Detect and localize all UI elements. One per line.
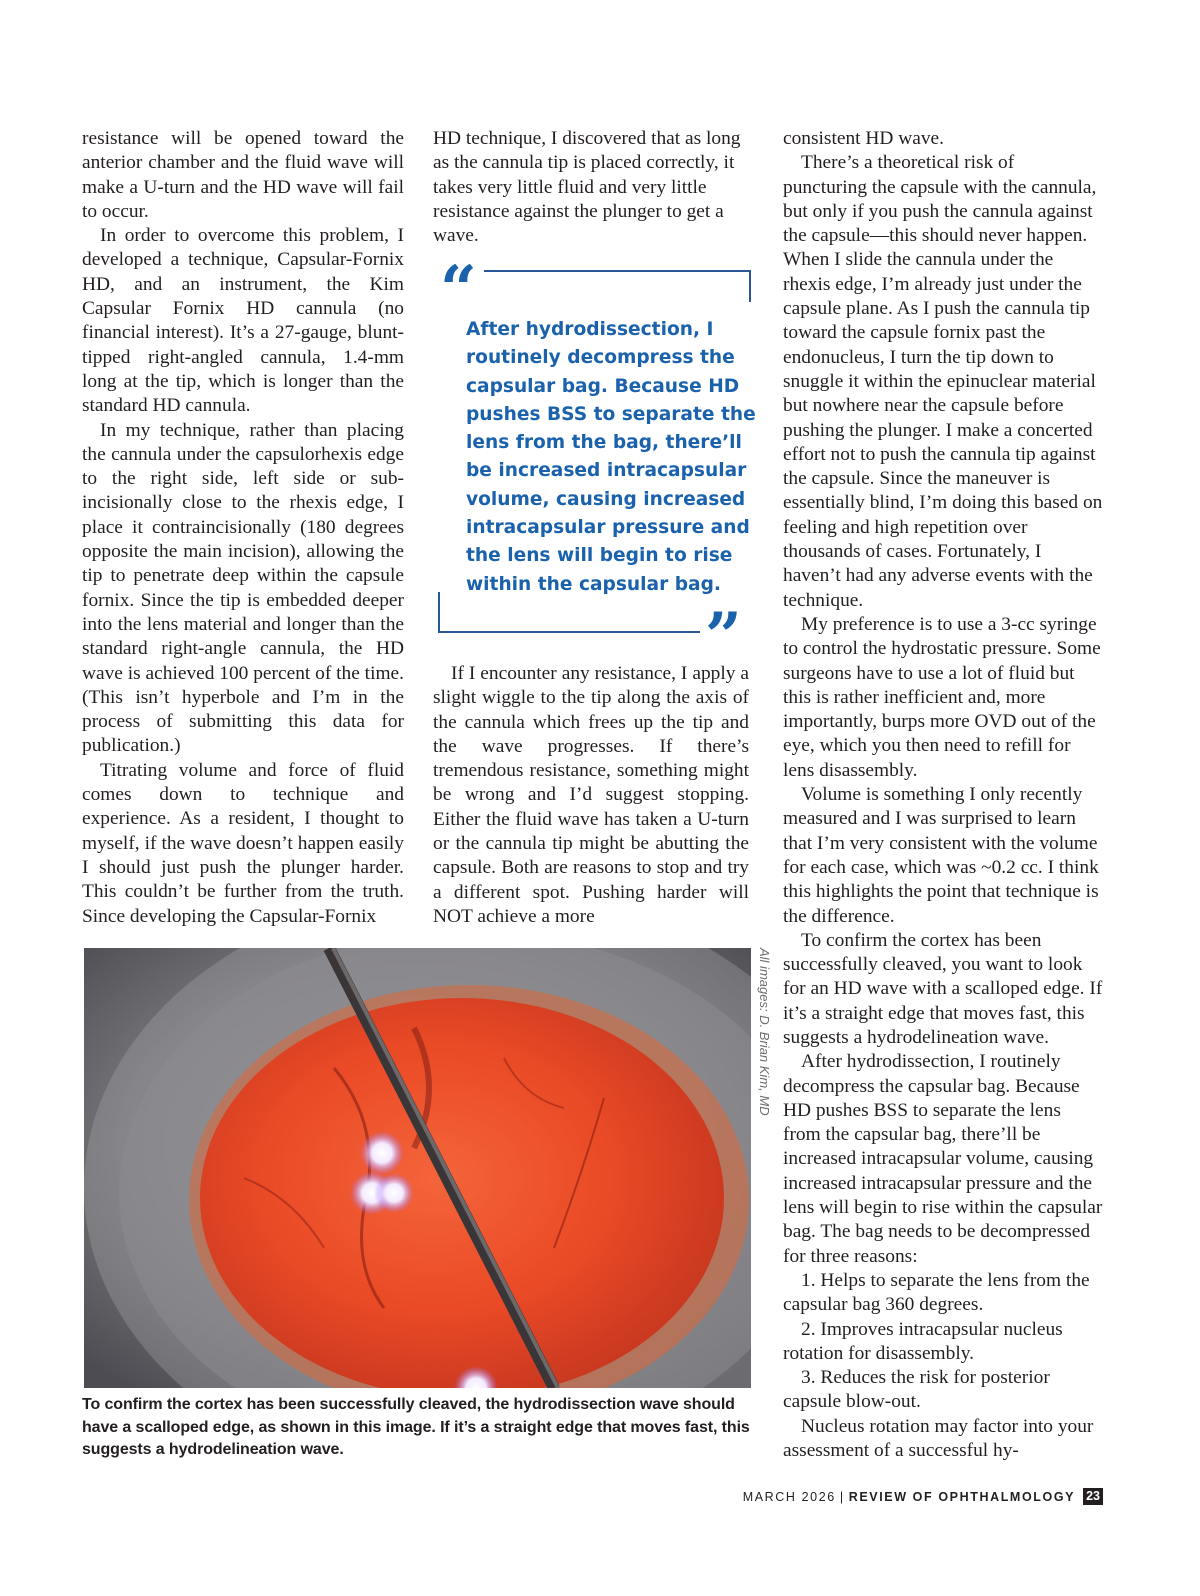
body-paragraph: HD technique, I discovered that as long as the cannula tip is placed correctly, it takes very little fluid and very little resistance against the plunger to get a wave. <box>433 128 741 247</box>
issue-date: MARCH 2026 <box>742 1489 836 1504</box>
surgical-photo <box>84 948 751 1388</box>
magazine-name: REVIEW OF OPHTHALMOLOGY <box>848 1489 1076 1504</box>
body-paragraph: Volume is something I only recently measured and I was surprised to learn that I’m very consistent with the volume for each case, which was ~0.2 cc. I think this highlights the point that technique is the difference. <box>783 784 1099 927</box>
page-footer <box>743 1488 1103 1505</box>
pull-quote-rule-right <box>749 270 751 302</box>
body-paragraph: If I encounter any resistance, I apply a slight wiggle to the tip along the axis of the cannula which frees up the tip and the wave progresses. If there’s tremendous resistance, something might be wrong and I’d suggest stopping. Either the fluid wave has taken a U-turn or the cannula tip might be abutting the capsule. Both are reasons to stop and try a different spot. Pushing harder will NOT achieve a more <box>433 663 749 927</box>
pull-quote-rule-left <box>438 592 440 632</box>
article-column-1 <box>82 127 404 929</box>
body-paragraph: In order to overcome this problem, I developed a technique, Capsular-Fornix HD, and an instrument, the Kim Capsular Fornix HD cannula (no financial interest). It’s a 27-gauge, blunt-tipped right-angled cannula, 1.4-mm long at the tip, which is longer than the standard HD cannula. <box>82 225 404 417</box>
body-paragraph: Titrating volume and force of fluid comes down to technique and experience. As a resident, I thought to myself, if the wave doesn’t happen easily I should just push the plunger harder. This couldn’t be further from the truth. Since developing the Capsular-Fornix <box>82 759 404 927</box>
body-paragraph: There’s a theoretical risk of puncturing the capsule with the cannula, but only if you push the cannula against the capsule—this should never happen. When I slide the cannula under the rhexis edge, I’m already just under the capsule plane. As I push the cannula tip toward the capsule fornix past the endonucleus, I turn the tip down to snuggle it within the epinuclear material but nowhere near the capsule before pushing the plunger. I make a concerted effort not to push the cannula tip against the capsule. Since the maneuver is essentially blind, I’m doing this based on feeling and high repetition over thousands of cases. Fortunately, I haven’t had any adverse events with the technique. <box>783 152 1103 611</box>
eye-surgery-image <box>84 948 751 1388</box>
body-paragraph: resistance will be opened toward the anterior chamber and the fluid wave will make a U-turn and the HD wave will fail to occur. <box>82 128 404 222</box>
body-paragraph: My preference is to use a 3-cc syringe to control the hydrostatic pressure. Some surgeons have to use a lot of fluid but this is rather inefficient and, more importantly, burps more OVD out of the eye, which you then need to refill for lens disassembly. <box>783 613 1101 781</box>
body-paragraph: Nucleus rotation may factor into your assessment of a successful hy- <box>783 1415 1094 1462</box>
pull-quote-rule-top <box>484 270 750 272</box>
footer-separator: | <box>839 1489 845 1504</box>
photo-credit <box>754 948 772 1148</box>
figure-caption: To confirm the cortex has been successfully cleaved, the hydrodissection wave should have a scalloped edge, as shown in this image. If it’s a straight edge that moves fast, this suggests a hydrodelineation wave. <box>82 1396 750 1458</box>
article-column-2-continued <box>433 662 749 929</box>
list-item: 3. Reduces the risk for posterior capsule blow-out. <box>783 1367 1050 1413</box>
article-column-3 <box>783 127 1103 1463</box>
pull-quote-text: After hydrodissection, I routinely decompress the capsular bag. Because HD pushes BSS to separate the lens from the bag, there’ll be increased intracapsular volume, causing increased intracapsular pressure and the lens will begin to rise within the capsular bag. <box>466 319 756 595</box>
list-item: 1. Helps to separate the lens from the capsular bag 360 degrees. <box>783 1269 1090 1316</box>
close-quote-icon: ” <box>705 599 742 674</box>
body-paragraph: To confirm the cortex has been successfully cleaved, you want to look for an HD wave with a scalloped edge. If it’s a straight edge that moves fast, this suggests a hydrodelineation wave. <box>783 929 1103 1048</box>
body-paragraph: consistent HD wave. <box>783 128 945 149</box>
open-quote-icon: “ <box>440 252 477 327</box>
page-number: 23 <box>1083 1488 1103 1505</box>
photo-credit-text: All images: D. Brian Kim, MD <box>757 948 772 1116</box>
article-column-2 <box>433 127 749 248</box>
body-paragraph: In my technique, rather than placing the cannula under the capsulorhexis edge to the right side, left side or sub-incisionally close to the rhexis edge, I place it contraincisionally (180 degrees opposite the main incision), allowing the tip to penetrate deep within the capsule fornix. Since the tip is embedded deeper into the lens material and longer than the standard right-angle cannula, the HD wave is achieved 100 percent of the time. (This isn’t hyperbole and I’m in the process of submitting this data for publication.) <box>82 419 404 757</box>
pull-quote-rule-bottom <box>438 631 700 633</box>
list-item: 2. Improves intracapsular nucleus rotation for disassembly. <box>783 1318 1063 1364</box>
body-paragraph: After hydrodissection, I routinely decompress the capsular bag. Because HD pushes BSS to separate the lens from the capsular bag, there’ll be increased intracapsular volume, causing increased intracapsular pressure and the lens will begin to rise within the capsular bag. The bag needs to be decompressed for three reasons: <box>783 1051 1103 1267</box>
